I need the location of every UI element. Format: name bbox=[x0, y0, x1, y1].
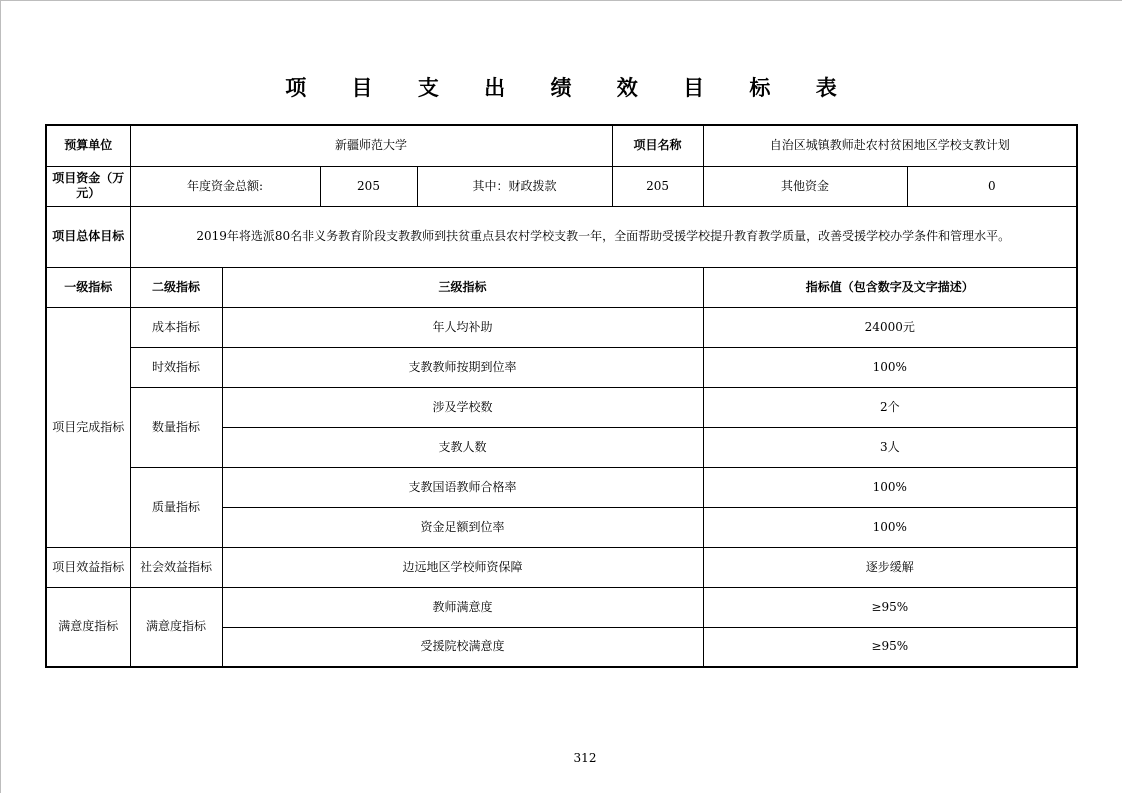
indicator-value: 逐步缓解 bbox=[703, 547, 1077, 587]
other-funds-value: 0 bbox=[907, 166, 1077, 206]
table-row bbox=[46, 125, 1077, 166]
project-name-value: 自治区城镇教师赴农村贫困地区学校支教计划 bbox=[703, 125, 1077, 166]
indicator-name: 教师满意度 bbox=[222, 587, 703, 627]
indicator-name: 年人均补助 bbox=[222, 307, 703, 347]
subgroup-quality: 质量指标 bbox=[130, 467, 222, 547]
project-name-label: 项目名称 bbox=[612, 125, 703, 166]
table-row bbox=[46, 347, 1077, 387]
table-row bbox=[46, 267, 1077, 307]
budget-unit-value: 新疆师范大学 bbox=[130, 125, 612, 166]
page-number: 312 bbox=[573, 751, 597, 765]
indicator-value: ≥95% bbox=[703, 587, 1077, 627]
indicator-value: ≥95% bbox=[703, 627, 1077, 667]
indicator-value: 100% bbox=[703, 347, 1077, 387]
fiscal-funds-label: 其中：财政拨款 bbox=[417, 166, 612, 206]
funds-label: 项目资金（万元） bbox=[46, 166, 130, 206]
table-row bbox=[46, 166, 1077, 206]
performance-table bbox=[45, 124, 1078, 668]
subgroup-satisfaction: 满意度指标 bbox=[130, 587, 222, 667]
page-frame-left bbox=[0, 0, 1, 793]
group-satisfaction: 满意度指标 bbox=[46, 587, 130, 667]
page-frame-top bbox=[0, 0, 1122, 1]
page-title: 项 目 支 出 绩 效 目 标 表 bbox=[285, 76, 856, 100]
table-row bbox=[46, 547, 1077, 587]
level2-header: 二级指标 bbox=[130, 267, 222, 307]
indicator-value-header: 指标值（包含数字及文字描述） bbox=[703, 267, 1077, 307]
total-funds-label: 年度资金总额: bbox=[130, 166, 320, 206]
indicator-name: 支教人数 bbox=[222, 427, 703, 467]
table-row bbox=[46, 307, 1077, 347]
subgroup-quantity: 数量指标 bbox=[130, 387, 222, 467]
group-benefit: 项目效益指标 bbox=[46, 547, 130, 587]
indicator-name: 支教国语教师合格率 bbox=[222, 467, 703, 507]
level3-header: 三级指标 bbox=[222, 267, 703, 307]
table-row bbox=[46, 206, 1077, 267]
other-funds-label: 其他资金 bbox=[703, 166, 907, 206]
fiscal-funds-value: 205 bbox=[612, 166, 703, 206]
indicator-value: 100% bbox=[703, 467, 1077, 507]
overall-goal-label: 项目总体目标 bbox=[46, 206, 130, 267]
indicator-value: 2个 bbox=[703, 387, 1077, 427]
total-funds-value: 205 bbox=[320, 166, 417, 206]
indicator-value: 100% bbox=[703, 507, 1077, 547]
indicator-name: 资金足额到位率 bbox=[222, 507, 703, 547]
table-row bbox=[46, 467, 1077, 507]
table-row bbox=[46, 587, 1077, 627]
table-row bbox=[46, 387, 1077, 427]
indicator-name: 边远地区学校师资保障 bbox=[222, 547, 703, 587]
level1-header: 一级指标 bbox=[46, 267, 130, 307]
indicator-name: 涉及学校数 bbox=[222, 387, 703, 427]
overall-goal-text: 2019年将选派80名非义务教育阶段支教教师到扶贫重点县农村学校支教一年，全面帮助受援学校提升教育教学质量，改善受援学校办学条件和管理水平。 bbox=[130, 206, 1077, 267]
subgroup-social: 社会效益指标 bbox=[130, 547, 222, 587]
group-completion: 项目完成指标 bbox=[46, 307, 130, 547]
indicator-value: 3人 bbox=[703, 427, 1077, 467]
budget-unit-label: 预算单位 bbox=[46, 125, 130, 166]
subgroup-time: 时效指标 bbox=[130, 347, 222, 387]
subgroup-cost: 成本指标 bbox=[130, 307, 222, 347]
indicator-name: 受援院校满意度 bbox=[222, 627, 703, 667]
indicator-value: 24000元 bbox=[703, 307, 1077, 347]
indicator-name: 支教教师按期到位率 bbox=[222, 347, 703, 387]
